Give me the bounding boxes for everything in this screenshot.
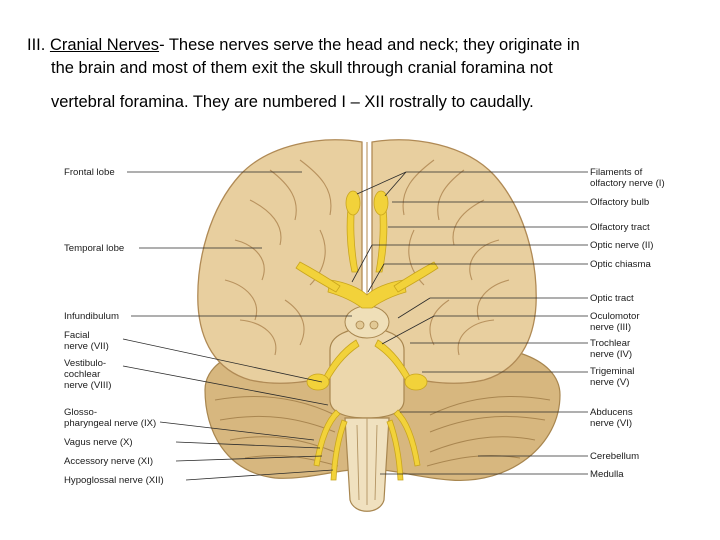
label-glosso-2: pharyngeal nerve (IX) xyxy=(64,418,157,429)
label-vagus: Vagus nerve (X) xyxy=(64,437,133,448)
section-numeral: III. xyxy=(27,36,46,54)
label-trigeminal-1: Trigeminal xyxy=(590,366,635,377)
label-facial-2: nerve (VII) xyxy=(64,341,109,352)
label-infundibulum: Infundibulum xyxy=(64,311,119,322)
brain-illustration xyxy=(198,140,560,511)
label-filaments-1: Filaments of xyxy=(590,167,643,178)
label-vestib-2: cochlear xyxy=(64,369,101,380)
label-abducens-2: nerve (VI) xyxy=(590,418,633,429)
label-vestib-3: nerve (VIII) xyxy=(64,380,112,391)
label-medulla: Medulla xyxy=(590,469,624,480)
labels-left xyxy=(64,167,164,486)
label-trochlear-2: nerve (IV) xyxy=(590,349,633,360)
label-facial-1: Facial xyxy=(64,330,90,341)
pons xyxy=(330,328,404,418)
label-oculomotor-1: Oculomotor xyxy=(590,311,640,322)
infundibulum-shape xyxy=(345,306,389,338)
label-trigeminal-2: nerve (V) xyxy=(590,377,630,388)
label-accessory: Accessory nerve (XI) xyxy=(64,456,154,467)
label-olfactory-bulb: Olfactory bulb xyxy=(590,197,650,208)
label-trochlear-1: Trochlear xyxy=(590,338,631,349)
label-hypoglossal: Hypoglossal nerve (XII) xyxy=(64,475,164,486)
label-optic-nerve: Optic nerve (II) xyxy=(590,240,654,251)
intro-line-3: vertebral foramina. They are numbered I – XII rostrally to caudally. xyxy=(51,92,534,111)
label-filaments-2: olfactory nerve (I) xyxy=(590,178,665,189)
label-temporal-lobe: Temporal lobe xyxy=(64,243,125,254)
label-oculomotor-2: nerve (III) xyxy=(590,322,632,333)
label-abducens-1: Abducens xyxy=(590,407,633,418)
label-vestib-1: Vestibulo- xyxy=(64,358,107,369)
label-optic-tract: Optic tract xyxy=(590,293,634,304)
intro-line-2: the brain and most of them exit the skull through cranial foramina not xyxy=(51,59,553,78)
label-olfactory-tract: Olfactory tract xyxy=(590,222,650,233)
labels-right xyxy=(590,167,665,480)
label-optic-chiasma: Optic chiasma xyxy=(590,259,651,270)
label-frontal-lobe: Frontal lobe xyxy=(64,167,115,178)
label-glosso-1: Glosso- xyxy=(64,407,98,418)
label-cerebellum: Cerebellum xyxy=(590,451,640,462)
intro-rest: - These nerves serve the head and neck; they originate in xyxy=(159,36,580,54)
section-term: Cranial Nerves xyxy=(49,36,160,54)
